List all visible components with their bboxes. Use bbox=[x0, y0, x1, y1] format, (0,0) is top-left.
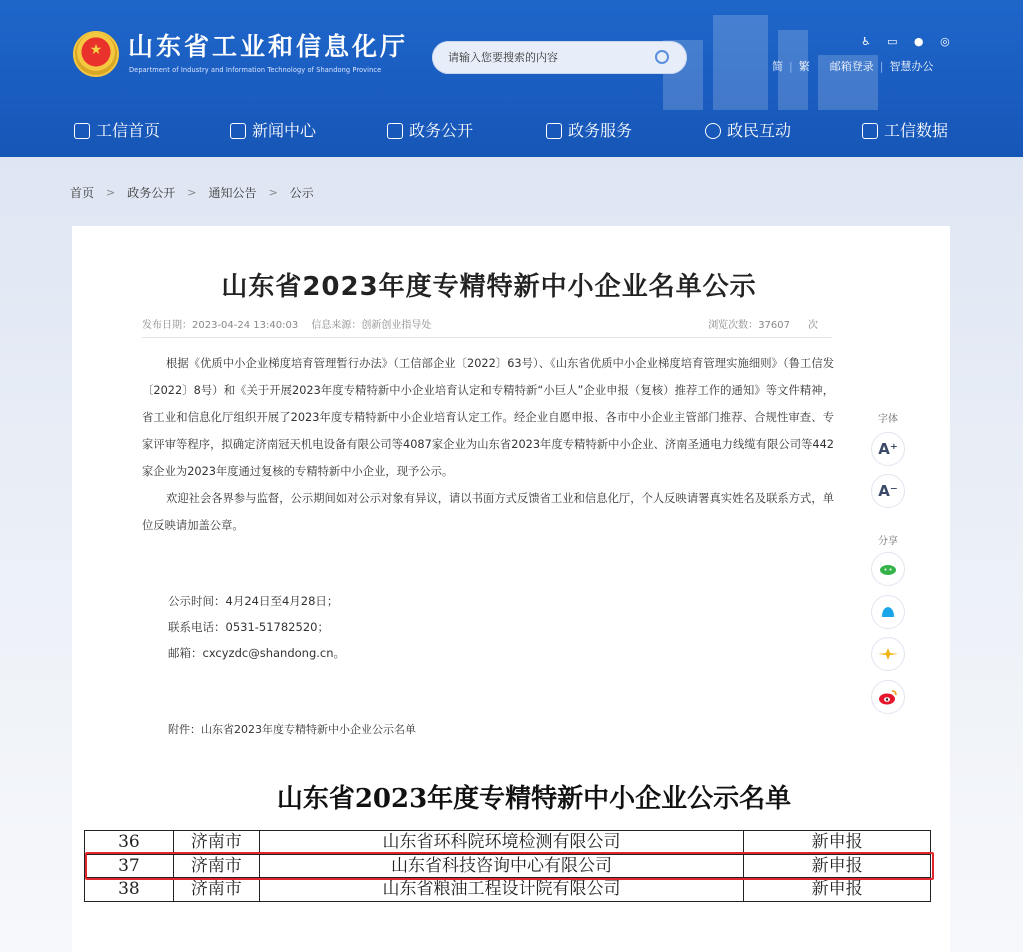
article-body bbox=[142, 350, 834, 539]
article-meta bbox=[142, 316, 818, 332]
breadcrumb-separator: > bbox=[106, 186, 116, 199]
article-paragraph: 根据《优质中小企业梯度培育管理暂行办法》（工信部企业〔2022〕63号）、《山东省优质中小企业梯度培育管理实施细则》（鲁工信发〔2022〕8号）和《关于开展2023年度专精特新中小企业培育认定和专精特新“小巨人”企业申报（复核）推荐工作的通知》等文件精神，省工业和信息化厅组织开展了2023年度专精特新中小企业培育认定工作。经企业自愿申报、各市中小企业主管部门推荐、合规性审查、专家评审等程序，拟确定济南冠天机电设备有限公司等4087家企业为山东省2023年度专精特新中小企业、济南圣通电力线缆有限公司等442家企业为2023年度通过复核的专精特新中小企业，现予公示。 bbox=[142, 357, 834, 478]
breadcrumb-separator: > bbox=[268, 186, 278, 199]
row-city: 济南市 bbox=[173, 854, 259, 878]
service-icon bbox=[546, 123, 562, 139]
nav-item-news[interactable] bbox=[230, 120, 316, 142]
wechat-share-icon[interactable] bbox=[871, 552, 905, 586]
views-unit: 次 bbox=[808, 320, 818, 331]
mobile-icon[interactable]: ▭ bbox=[887, 35, 898, 48]
publish-date: 发布日期：2023-04-24 13:40:03 bbox=[142, 320, 299, 331]
nav-item-data[interactable] bbox=[862, 120, 948, 142]
breadcrumb-home[interactable]: 首页 bbox=[70, 186, 95, 200]
font-size-label: 字体 bbox=[878, 414, 898, 425]
monitor-icon bbox=[387, 123, 403, 139]
row-number: 37 bbox=[85, 854, 174, 878]
contact-info bbox=[168, 588, 345, 666]
row-company: 山东省科技咨询中心有限公司 bbox=[259, 854, 743, 878]
site-title[interactable]: 山东省工业和信息化厅 bbox=[128, 32, 409, 61]
search-box bbox=[432, 41, 687, 74]
table-row bbox=[85, 878, 931, 902]
article-title: 山东省2023年度专精特新中小企业名单公示 bbox=[221, 272, 757, 302]
breadcrumb bbox=[70, 184, 314, 201]
info-source: 信息来源：创新创业指导处 bbox=[311, 320, 432, 331]
nav-item-home[interactable] bbox=[74, 120, 160, 142]
news-icon bbox=[230, 123, 246, 139]
breadcrumb-separator: > bbox=[187, 186, 197, 199]
views-value: 37607 bbox=[758, 320, 790, 331]
nav-item-gov-services[interactable] bbox=[546, 120, 632, 142]
font-decrease-button[interactable]: A⁻ bbox=[871, 474, 905, 508]
font-increase-button[interactable]: A⁺ bbox=[871, 432, 905, 466]
breadcrumb-publicity[interactable]: 公示 bbox=[289, 186, 314, 200]
contact-email: 邮箱：cxcyzdc@shandong.cn。 bbox=[168, 646, 346, 660]
row-number: 38 bbox=[85, 878, 174, 902]
nav-item-label: 新闻中心 bbox=[252, 121, 317, 140]
qzone-share-icon[interactable] bbox=[871, 637, 905, 671]
view-count bbox=[708, 316, 818, 331]
row-number: 36 bbox=[85, 831, 174, 855]
article-paragraph: 欢迎社会各界参与监督，公示期间如对公示对象有异议，请以书面方式反馈省工业和信息化厅，个人反映请署真实姓名及联系方式，单位反映请加盖公章。 bbox=[142, 492, 834, 532]
weibo-share-icon[interactable] bbox=[871, 680, 905, 714]
nav-item-gov-affairs[interactable] bbox=[387, 120, 473, 142]
chat-icon bbox=[705, 123, 721, 139]
row-type: 新申报 bbox=[744, 854, 931, 878]
company-list-table bbox=[84, 830, 931, 902]
database-icon bbox=[862, 123, 878, 139]
top-links bbox=[772, 58, 933, 74]
table-row bbox=[85, 831, 931, 855]
mailbox-login-link[interactable]: 邮箱登录 bbox=[829, 60, 874, 73]
weibo-icon[interactable]: ◎ bbox=[940, 35, 950, 48]
share-label: 分享 bbox=[878, 536, 898, 547]
views-label: 浏览次数： bbox=[708, 320, 759, 331]
smart-office-link[interactable]: 智慧办公 bbox=[889, 60, 934, 73]
attachment-link[interactable]: 附件：山东省2023年度专精特新中小企业公示名单 bbox=[168, 723, 416, 736]
simplified-chinese-link[interactable]: 简 bbox=[772, 60, 783, 73]
row-city: 济南市 bbox=[173, 878, 259, 902]
row-type: 新申报 bbox=[744, 831, 931, 855]
home-icon bbox=[74, 123, 90, 139]
breadcrumb-notices[interactable]: 通知公告 bbox=[208, 186, 257, 200]
publicity-period: 公示时间：4月24日至4月28日； bbox=[168, 594, 339, 608]
wechat-icon[interactable]: ● bbox=[913, 35, 924, 48]
row-company: 山东省粮油工程设计院有限公司 bbox=[259, 878, 743, 902]
site-header bbox=[0, 0, 1023, 157]
list-title: 山东省2023年度专精特新中小企业公示名单 bbox=[276, 784, 792, 814]
row-city: 济南市 bbox=[173, 831, 259, 855]
breadcrumb-gov-affairs[interactable]: 政务公开 bbox=[127, 186, 176, 200]
divider: | bbox=[879, 59, 884, 73]
traditional-chinese-link[interactable]: 繁 bbox=[798, 60, 810, 73]
nav-item-label: 政务公开 bbox=[409, 121, 474, 140]
national-emblem-logo[interactable]: ★ bbox=[73, 31, 119, 77]
nav-item-label: 工信数据 bbox=[884, 121, 949, 140]
main-nav bbox=[0, 112, 1023, 157]
row-type: 新申报 bbox=[744, 878, 931, 902]
nav-item-label: 工信首页 bbox=[96, 121, 161, 140]
table-row bbox=[85, 854, 931, 878]
contact-phone: 联系电话：0531-51782520； bbox=[168, 620, 329, 634]
search-input[interactable] bbox=[448, 48, 648, 67]
nav-item-label: 政务服务 bbox=[568, 121, 633, 140]
divider: | bbox=[789, 59, 793, 73]
nav-item-label: 政民互动 bbox=[727, 121, 792, 140]
divider bbox=[142, 337, 832, 338]
accessibility-icon[interactable]: ♿ bbox=[861, 35, 871, 48]
top-icon-bar bbox=[858, 35, 953, 49]
nav-item-interaction[interactable] bbox=[705, 120, 791, 142]
site-subtitle: Department of Industry and Information Technology of Shandong Province bbox=[129, 66, 382, 74]
row-company: 山东省环科院环境检测有限公司 bbox=[259, 831, 743, 855]
search-icon[interactable] bbox=[655, 50, 669, 64]
qq-share-icon[interactable] bbox=[871, 595, 905, 629]
